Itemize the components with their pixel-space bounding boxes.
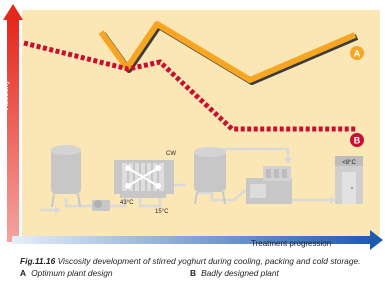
marker-a-label: A	[353, 48, 361, 59]
plate-heat-exchanger-icon	[114, 160, 174, 198]
legend-key: A	[20, 267, 27, 278]
caption-text: Viscosity development of stirred yoghurt during cooling, packing and cold storage.	[57, 256, 361, 266]
coolant-label: CW	[166, 151, 176, 157]
figure-caption	[20, 256, 380, 278]
legend-key: B	[190, 267, 197, 278]
cold-store-temp-label: <8°C	[342, 160, 356, 166]
pump-icon	[92, 200, 110, 211]
y-axis-label: Viscosity	[1, 80, 10, 112]
marker-b-label: B	[353, 135, 361, 146]
legend-item-a	[20, 268, 190, 279]
figure-number: Fig.11.16	[20, 256, 56, 266]
legend-label: Badly designed plant	[201, 267, 279, 278]
plot-background	[22, 10, 380, 236]
temp-in-label: 43°C	[120, 200, 134, 206]
x-axis-label: Treatment progression	[251, 239, 332, 248]
legend-item-b	[190, 268, 279, 279]
legend-label: Optimum plant design	[31, 267, 113, 278]
temp-out-label: 15°C	[155, 209, 169, 215]
